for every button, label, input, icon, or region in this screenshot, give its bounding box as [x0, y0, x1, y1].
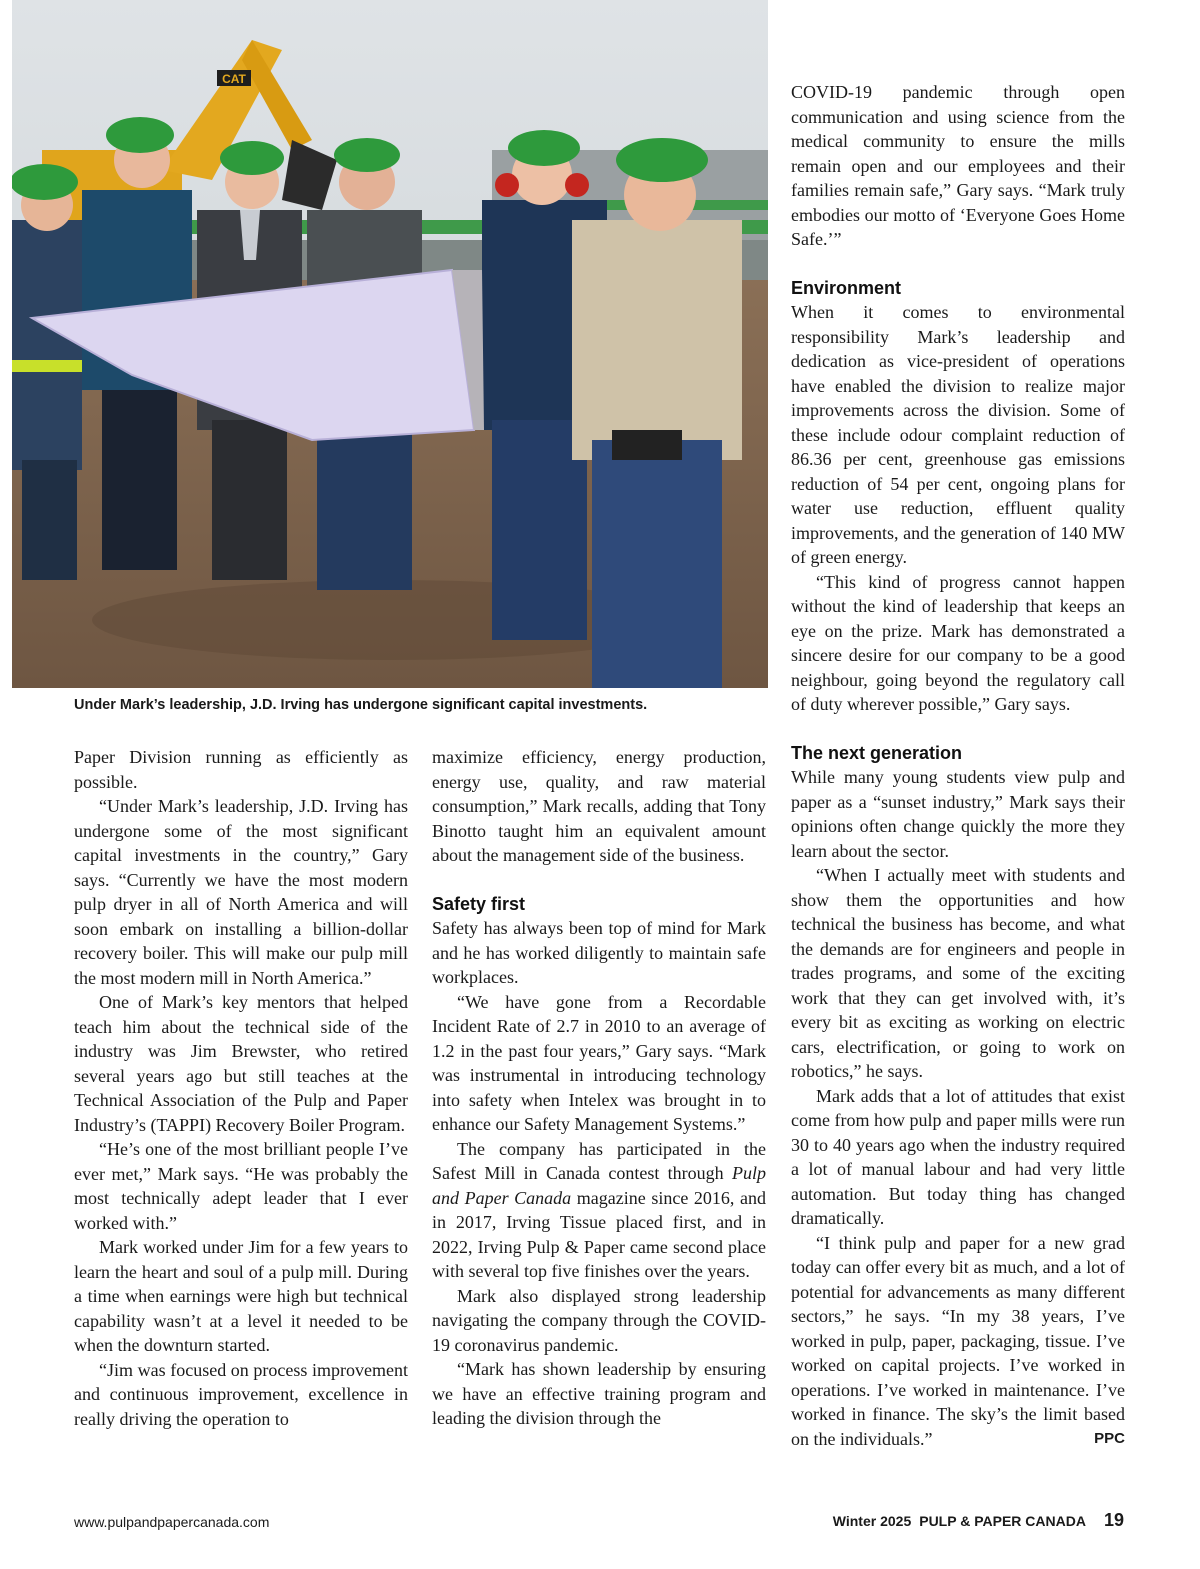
paragraph: One of Mark’s key mentors that helped teach him about the technical side of the industry was Jim Brewster, who retired several years ago but still teaches at the Technical Association of the Pulp and Paper Industry’s (TAPPI) Recovery Boiler Program. — [74, 992, 408, 1135]
magazine-title: Pulp and Paper Canada — [432, 1163, 766, 1208]
paragraph: “Under Mark’s leadership, J.D. Irving has undergone some of the most significant capital investments in the country,” Gary says. “Currently we have the most modern pulp dryer in all of North America and will soon embark on installing a billion-dollar recovery boiler. This will make our pulp mill the most modern mill in North America.” — [74, 796, 408, 988]
paragraph: “Jim was focused on process improvement and continuous improvement, excellence in really driving the operation to — [74, 1359, 408, 1429]
paragraph: While many young students view pulp and paper as a “sunset industry,” Mark says their opinions often change quickly the more they learn about the sector. — [791, 767, 1125, 861]
section-heading-safety: Safety first — [432, 893, 526, 914]
footer-magazine: PULP & PAPER CANADA — [919, 1513, 1086, 1529]
photo-caption: Under Mark’s leadership, J.D. Irving has undergone significant capital investments. — [74, 697, 648, 713]
footer-issue: Winter 2025 — [832, 1513, 912, 1529]
footer-folio — [833, 1510, 1124, 1531]
paragraph: “He’s one of the most brilliant people I’ve ever met,” Mark says. “He was probably the most technically adept leader that I ever worked with.” — [74, 1139, 408, 1233]
group-photo-illustration — [12, 0, 768, 688]
paragraph — [432, 1137, 766, 1284]
paragraph: “This kind of progress cannot happen without the kind of leadership that keeps an eye on the prize. Mark has demonstrated a sincere desire for our company to be a good neighbour, going beyond the regulatory call of duty wherever possible,” Gary says. — [791, 571, 1125, 714]
page-number: 19 — [1103, 1510, 1124, 1530]
text-run: magazine since 2016, and in 2017, Irving Tissue placed first, and in 2022, Irving Pulp & Paper came second place with several top five finishes over the years. — [432, 1187, 766, 1281]
paragraph: Mark worked under Jim for a few years to learn the heart and soul of a pulp mill. During a time when earnings were high but technical capability wasn’t at a level it needed to be when the downturn started. — [74, 1237, 408, 1355]
excavator-brand: CAT — [222, 72, 246, 86]
section-heading-environment: Environment — [791, 277, 902, 298]
paragraph: “Mark has shown leadership by ensuring we have an effective training program and leading the division through the — [432, 1359, 766, 1428]
paragraph: “When I actually meet with students and show them the opportunities and how technical the business has become, and what the demands are for engineers and people in trades programs, and some of the exciting work that they can get involved with, it’s every bit as exciting as working on electric cars, electrification, or going to work on robotics,” he says. — [791, 865, 1125, 1081]
paragraph: When it comes to environmental responsibility Mark’s leadership and dedication as vice-president of operations have enabled the division to realize major improvements across the division. Some of these include odour complaint reduction of 86.36 per cent, greenhouse gas emissions reduction of 54 per cent, ongoing plans for water use reduction, effluent quality improvements, and the generation of 140 MW of green energy. — [791, 302, 1125, 567]
text-run: “I think pulp and paper for a new grad today can offer every bit as much, and a lot of potential for advancements as many different sectors,” he says. “In my 38 years, I’ve worked in pulp, paper, packaging, tissue. I’ve worked on capital projects. I’ve worked in operations. I’ve worked in maintenance. I’ve worked in finance. The sky’s the limit based on the individuals.” — [791, 1232, 1125, 1449]
paragraph: Safety has always been top of mind for Mark and he has worked diligently to maintain safe workplaces. — [432, 918, 766, 987]
paragraph: maximize efficiency, energy production, energy use, quality, and raw material consumption,” Mark recalls, adding that Tony Binotto taught him an equivalent amount about the management side of the business. — [432, 747, 766, 865]
end-mark: PPC — [1094, 1429, 1125, 1447]
footer-url: www.pulpandpapercanada.com — [74, 1514, 270, 1530]
article-column-1 — [74, 745, 408, 1431]
paragraph: COVID-19 pandemic through open communication and using science from the medical community to ensure the mills remain open and our employees and their families remain safe,” Gary says. “Mark truly embodies our motto of ‘Everyone Goes Home Safe.’” — [791, 82, 1125, 249]
paragraph: Mark adds that a lot of attitudes that exist come from how pulp and paper mills were run 30 to 40 years ago when the industry required a lot of manual labour and had very little automation. But today thing has changed dramatically. — [791, 1085, 1125, 1228]
paragraph: “We have gone from a Recordable Incident Rate of 2.7 in 2010 to an average of 1.2 in the past four years,” Gary says. “Mark was instrumental in introducing technology into safety when Intelex was brought in to enhance our Safety Management Systems.” — [432, 991, 766, 1134]
paragraph: Paper Division running as efficiently as possible. — [74, 747, 408, 792]
article-column-3 — [791, 80, 1125, 1451]
paragraph: Mark also displayed strong leadership navigating the company through the COVID-19 coronavirus pandemic. — [432, 1285, 766, 1355]
text-run: The company has participated in the Safest Mill in Canada contest through — [432, 1138, 766, 1183]
article-column-2 — [432, 745, 766, 1431]
paragraph — [791, 1231, 1125, 1452]
hero-photo — [12, 0, 768, 688]
section-heading-next-generation: The next generation — [791, 742, 963, 763]
